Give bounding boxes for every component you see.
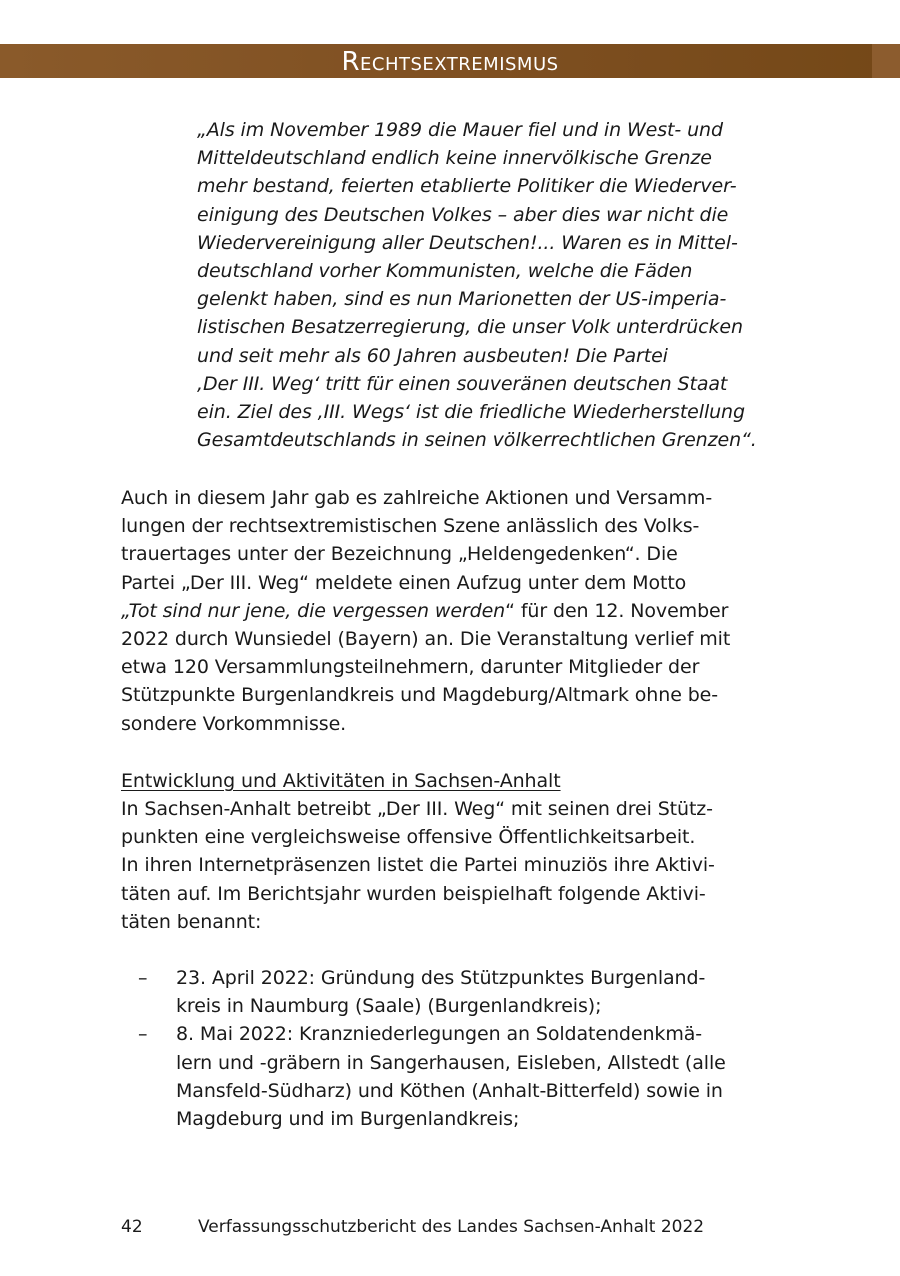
list-item-line: 23. April 2022: Gründung des Stützpunktes Burgenland- (176, 967, 706, 989)
paragraph-line: Partei „Der III. Weg“ meldete einen Aufzug unter dem Motto (121, 571, 687, 594)
quote-line: „Als im November 1989 die Mauer fiel und in West- und (197, 119, 723, 141)
list-item (121, 964, 801, 1020)
quote-line: und seit mehr als 60 Jahren ausbeuten! Die Partei (197, 344, 668, 367)
quote-line: einigung des Deutschen Volkes – aber dies war nicht die (197, 203, 729, 226)
paragraph-line: sondere Vorkommnisse. (121, 712, 347, 735)
paragraph-line: 2022 durch Wunsiedel (Bayern) an. Die Veranstaltung verlief mit (121, 628, 731, 651)
paragraph-line: täten benannt: (121, 910, 262, 933)
paragraph-heldengedenken (121, 484, 801, 738)
page-number: 42 (121, 1217, 143, 1237)
quote-line: ein. Ziel des ‚III. Wegs‘ ist die friedliche Wiederherstellung (197, 401, 745, 424)
quote-line: ‚Der III. Weg‘ tritt für einen souveränen deutschen Staat (197, 372, 728, 395)
paragraph-line: Auch in diesem Jahr gab es zahlreiche Aktionen und Versamm- (121, 487, 713, 509)
activities-list (121, 964, 801, 1133)
quote-line: mehr bestand, feierten etablierte Politiker die Wiederver- (197, 175, 737, 198)
motto-rest: “ für den 12. November (505, 599, 729, 622)
paragraph-line: täten auf. Im Berichtsjahr wurden beispielhaft folgende Aktivi- (121, 882, 706, 905)
dash-bullet: – (138, 1023, 148, 1046)
list-item-line: 8. Mai 2022: Kranzniederlegungen an Soldatendenkmä- (176, 1023, 703, 1046)
motto-italic: „Tot sind nur jene, die vergessen werden (121, 599, 506, 622)
quote-line: Wiedervereinigung aller Deutschen!... Waren es in Mittel- (197, 231, 738, 254)
paragraph-line: In ihren Internetpräsenzen listet die Partei minuziös ihre Aktivi- (121, 854, 715, 877)
chapter-title: Rechtsextremismus (341, 47, 559, 77)
quote-line: deutschland vorher Kommunisten, welche die Fäden (197, 260, 693, 283)
list-item-line: kreis in Naumburg (Saale) (Burgenlandkreis); (176, 995, 602, 1018)
block-quote (197, 116, 797, 454)
list-item (121, 1020, 801, 1133)
publication-title: Verfassungsschutzbericht des Landes Sachsen-Anhalt 2022 (198, 1217, 705, 1237)
list-item-line: Magdeburg und im Burgenlandkreis; (176, 1108, 520, 1131)
paragraph-line: punkten eine vergleichsweise offensive Öffentlichkeitsarbeit. (121, 826, 696, 849)
quote-line: Mitteldeutschland endlich keine innervölkische Grenze (197, 147, 712, 170)
dash-bullet: – (138, 967, 148, 989)
section-heading: Entwicklung und Aktivitäten in Sachsen-Anhalt (121, 770, 561, 792)
chapter-header-band (0, 44, 900, 78)
quote-line: Gesamtdeutschlands in seinen völkerrechtlichen Grenzen“. (197, 429, 757, 452)
list-item-line: lern und -gräbern in Sangerhausen, Eisleben, Allstedt (alle (176, 1051, 726, 1074)
paragraph-line: trauertages unter der Bezeichnung „Heldengedenken“. Die (121, 543, 678, 566)
paragraph-line: lungen der rechtsextremistischen Szene anlässlich des Volks- (121, 515, 700, 538)
paragraph-line: In Sachsen-Anhalt betreibt „Der III. Weg“ mit seinen drei Stütz- (121, 798, 713, 820)
quote-line: listischen Besatzerregierung, die unser Volk unterdrücken (197, 316, 743, 339)
paragraph-line-motto (121, 597, 801, 625)
list-item-line: Mansfeld-Südharz) und Köthen (Anhalt-Bitterfeld) sowie in (176, 1079, 723, 1102)
paragraph-activities (121, 795, 801, 936)
paragraph-line: Stützpunkte Burgenlandkreis und Magdeburg/Altmark ohne be- (121, 684, 719, 707)
quote-line: gelenkt haben, sind es nun Marionetten der US-imperia- (197, 288, 727, 311)
paragraph-line: etwa 120 Versammlungsteilnehmern, darunter Mitglieder der (121, 656, 700, 679)
